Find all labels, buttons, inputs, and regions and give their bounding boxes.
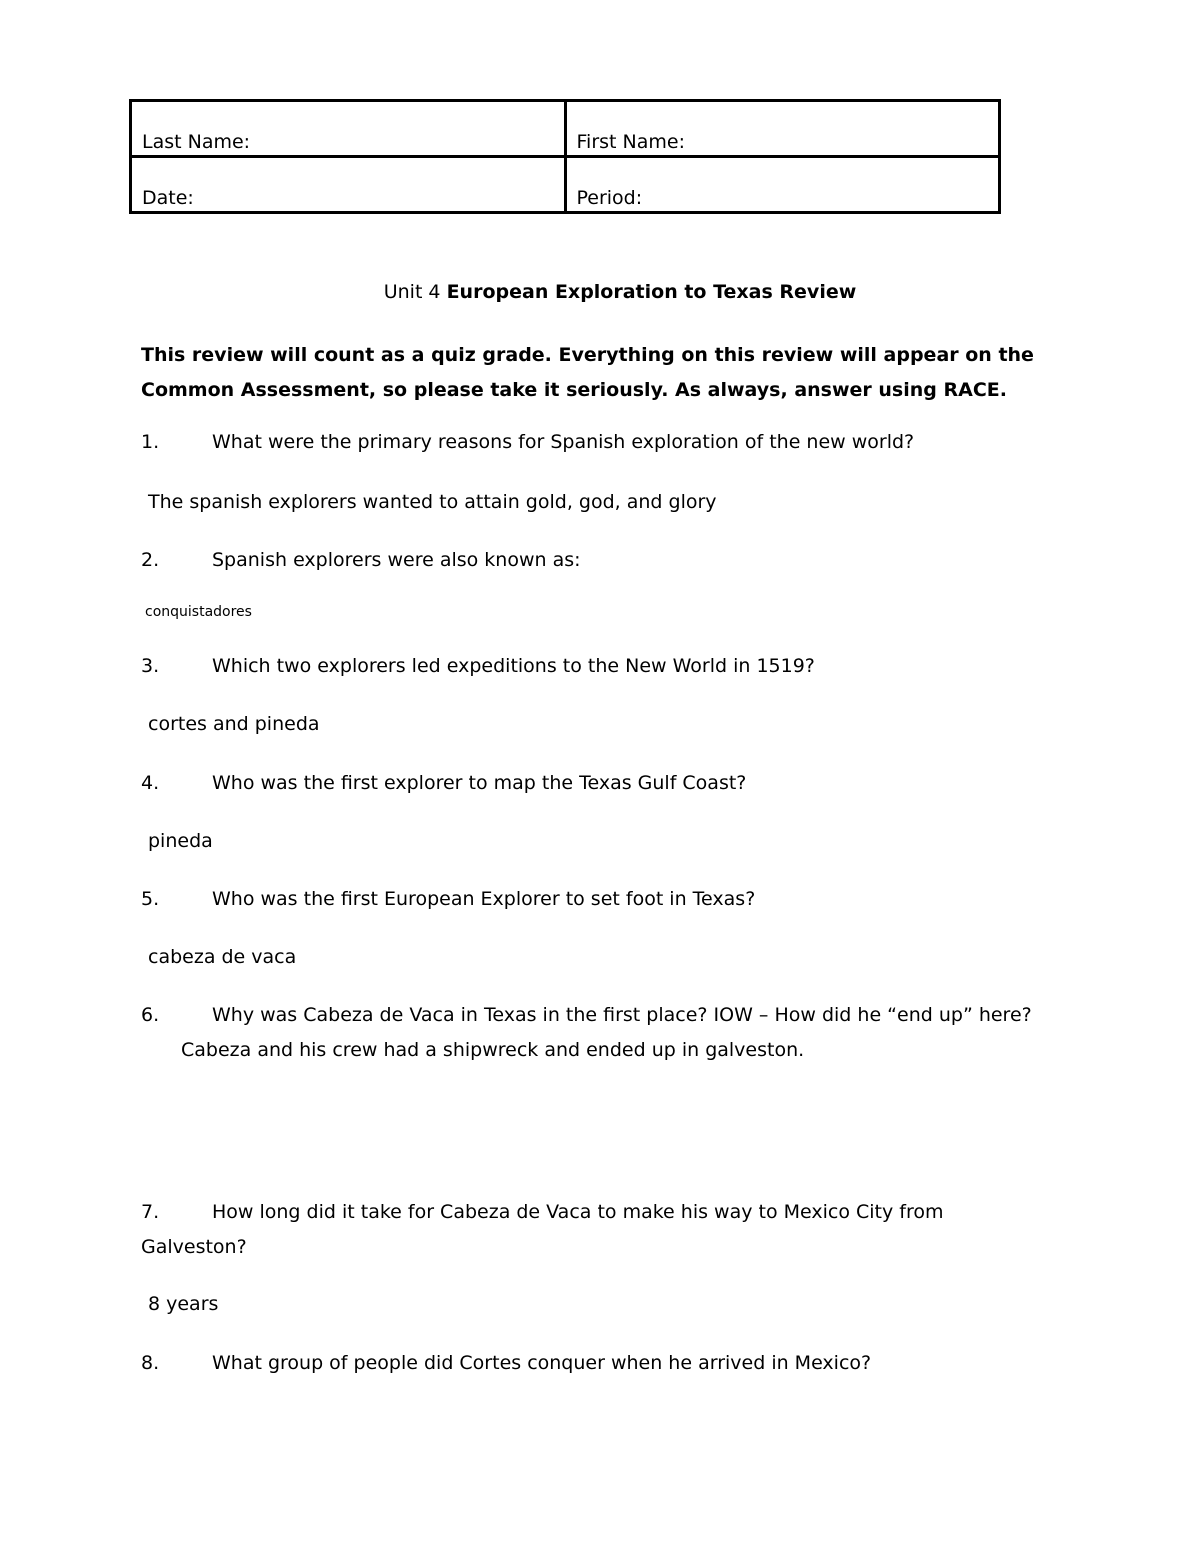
question-text: What group of people did Cortes conquer when he arrived in Mexico? — [212, 1352, 872, 1374]
question-text: How long did it take for Cabeza de Vaca to make his way to Mexico City from Galveston? — [141, 1201, 944, 1258]
instructions: This review will count as a quiz grade. Everything on this review will appear on the Common Assessment, so please take it seriously. As always, answer using RACE. — [141, 344, 1034, 401]
last-name-cell[interactable] — [131, 101, 566, 157]
last-name-label: Last Name: — [142, 131, 251, 153]
question-number: 2. — [141, 549, 160, 571]
question-2 — [141, 543, 1041, 578]
question-8 — [141, 1346, 1041, 1381]
date-cell[interactable] — [131, 157, 566, 213]
answer-1: The spanish explorers wanted to attain gold, god, and glory — [148, 491, 717, 513]
period-label: Period: — [576, 187, 643, 209]
question-number: 8. — [141, 1352, 160, 1374]
answer-4: pineda — [148, 830, 213, 852]
question-6 — [141, 998, 1036, 1068]
question-number: 4. — [141, 772, 160, 794]
date-label: Date: — [142, 187, 194, 209]
question-number: 5. — [141, 888, 160, 910]
student-info-table — [129, 99, 1001, 214]
question-text: What were the primary reasons for Spanish exploration of the new world? — [212, 431, 915, 453]
question-4 — [141, 766, 1041, 801]
question-number: 1. — [141, 431, 160, 453]
question-5 — [141, 882, 1041, 917]
answer-6: Cabeza and his crew had a shipwreck and ended up in galveston. — [181, 1039, 805, 1061]
title-prefix: Unit 4 — [383, 281, 447, 303]
answer-5: cabeza de vaca — [148, 946, 297, 968]
first-name-label: First Name: — [576, 131, 685, 153]
answer-7: 8 years — [148, 1293, 219, 1315]
answer-2: conquistadores — [145, 604, 252, 620]
question-text: Spanish explorers were also known as: — [212, 549, 581, 571]
title-bold: European Exploration to Texas Review — [446, 281, 857, 303]
question-text: Who was the first explorer to map the Texas Gulf Coast? — [212, 772, 747, 794]
question-7 — [141, 1195, 1041, 1265]
question-text: Who was the first European Explorer to set foot in Texas? — [212, 888, 756, 910]
question-text: Why was Cabeza de Vaca in Texas in the first place? IOW – How did he “end up” here? — [212, 1004, 1032, 1026]
question-1 — [141, 425, 1041, 460]
first-name-cell[interactable] — [565, 101, 1000, 157]
question-number: 6. — [141, 1004, 160, 1026]
period-cell[interactable] — [565, 157, 1000, 213]
page-title — [0, 281, 1200, 303]
question-number: 7. — [141, 1201, 160, 1223]
question-text: Which two explorers led expeditions to the New World in 1519? — [212, 655, 815, 677]
question-3 — [141, 649, 1041, 684]
question-number: 3. — [141, 655, 160, 677]
answer-3: cortes and pineda — [148, 713, 320, 735]
